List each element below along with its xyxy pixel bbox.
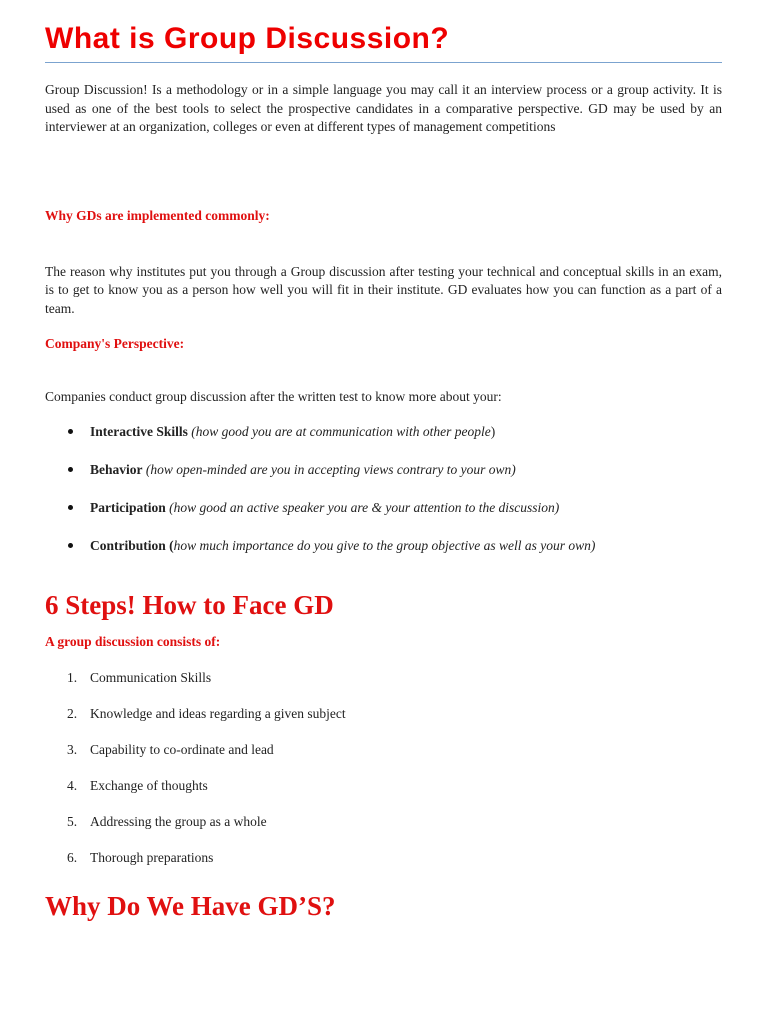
list-item [45, 461, 722, 499]
page-title: What is Group Discussion? [45, 22, 450, 55]
company-perspective-heading: Company's Perspective: [45, 336, 185, 351]
step-text: Addressing the group as a whole [90, 813, 267, 829]
steps-list [45, 669, 722, 885]
skill-term: Behavior [90, 461, 143, 477]
bullet-icon [68, 467, 73, 472]
step-text: Capability to co-ordinate and lead [90, 741, 274, 757]
skill-term: Contribution ( [90, 537, 174, 553]
step-text: Communication Skills [90, 669, 212, 685]
step-number: 6. [67, 849, 78, 865]
step-text: Thorough preparations [90, 849, 214, 865]
skill-tail: ) [490, 423, 496, 439]
step-number: 5. [67, 813, 78, 829]
title-underline [45, 62, 722, 63]
intro-paragraph: Group Discussion! Is a methodology or in a simple language you may call it an interview process or a group activity. It is used as one of the best tools to select the prospective candidates in a comparative perspective. GD may be used by an interviewer at an organization, colleges or even at different types of management competitions [45, 82, 722, 134]
skill-term: Participation [90, 499, 166, 515]
why-implemented-heading: Why GDs are implemented commonly: [45, 207, 270, 223]
list-item [45, 705, 722, 741]
skill-description: (how open-minded are you in accepting views contrary to your own) [142, 461, 516, 477]
consists-heading: A group discussion consists of: [45, 633, 221, 649]
skill-description: (how good an active speaker you are & your attention to the discussion) [165, 499, 560, 515]
step-number: 2. [67, 705, 78, 721]
list-item [45, 537, 722, 575]
step-number: 3. [67, 741, 78, 757]
document-page [45, 0, 722, 923]
step-text: Exchange of thoughts [90, 777, 208, 793]
skill-description: how much importance do you give to the group objective as well as your own) [173, 537, 596, 553]
step-number: 4. [67, 777, 78, 793]
list-item [45, 849, 722, 885]
companies-paragraph: Companies conduct group discussion after the written test to know more about your: [45, 389, 502, 404]
step-text: Knowledge and ideas regarding a given subject [90, 705, 346, 721]
bullet-icon [68, 543, 73, 548]
why-have-gd-heading: Why Do We Have GD’S? [45, 890, 336, 921]
list-item [45, 777, 722, 813]
list-item [45, 741, 722, 777]
steps-heading: 6 Steps! How to Face GD [45, 589, 334, 620]
reason-paragraph: The reason why institutes put you through a Group discussion after testing your technical and conceptual skills in an exam, is to get to know you as a person how well you will fit in their institute. GD evaluates how you can function as a part of a team. [45, 263, 722, 316]
step-number: 1. [67, 669, 78, 685]
bullet-icon [68, 429, 73, 434]
skills-list [45, 423, 722, 575]
list-item [45, 669, 722, 705]
list-item [45, 423, 722, 461]
bullet-icon [68, 505, 73, 510]
skill-term: Interactive Skills [90, 423, 188, 439]
list-item [45, 499, 722, 537]
skill-description: (how good you are at communication with other people [187, 423, 491, 439]
list-item [45, 813, 722, 849]
